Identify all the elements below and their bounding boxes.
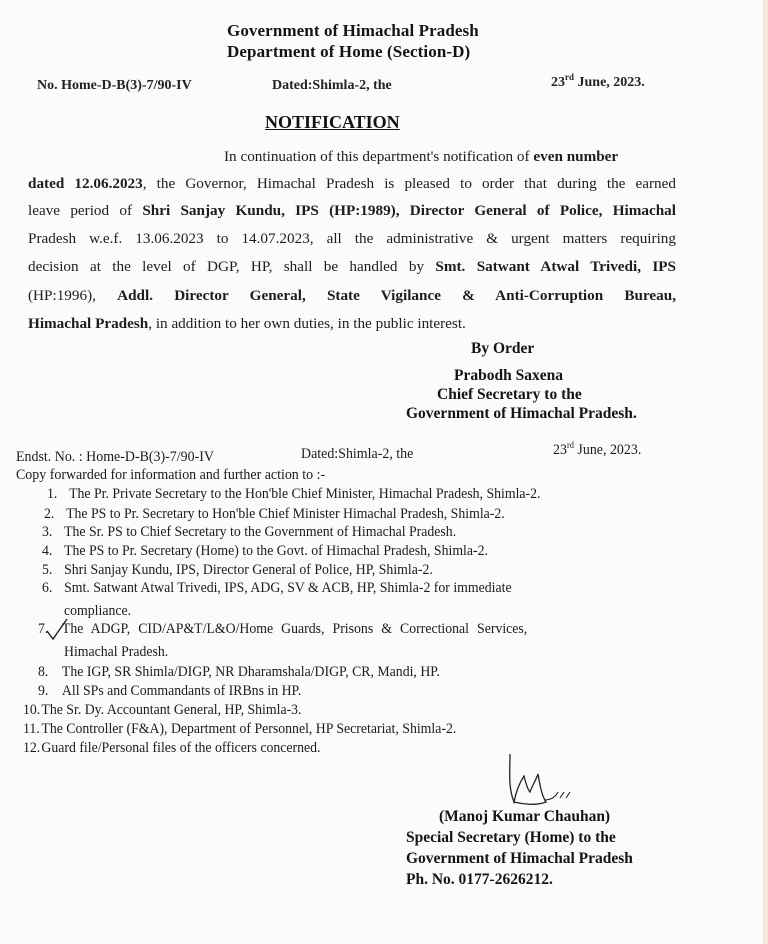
body-line-2 bbox=[28, 170, 676, 198]
endorsement-dated-label: Dated:Shimla-2, the bbox=[301, 446, 414, 462]
item-number: 10. bbox=[23, 702, 41, 718]
item-text: The IGP, SR Shimla/DIGP, NR Dharamshala/DIGP, CR, Mandi, HP. bbox=[61, 664, 440, 680]
body-line-1 bbox=[224, 143, 674, 171]
item-text: The Sr. Dy. Accountant General, HP, Shimla-3. bbox=[41, 702, 302, 718]
body-bold: dated 12.06.2023 bbox=[28, 175, 143, 192]
body-text: , in addition to her own duties, in the public interest. bbox=[148, 315, 466, 332]
endorsement-signatory-name: (Manoj Kumar Chauhan) bbox=[439, 808, 611, 825]
reference-date bbox=[551, 72, 645, 91]
list-item bbox=[47, 486, 540, 503]
notification-title: NOTIFICATION bbox=[265, 112, 400, 132]
checkmark-icon bbox=[45, 617, 69, 641]
item-number: 2. bbox=[44, 506, 55, 522]
order-signatory-name: Prabodh Saxena bbox=[454, 367, 563, 384]
item-text: All SPs and Commandants of IRBns in HP. bbox=[61, 683, 302, 699]
date-suffix: rd bbox=[565, 72, 574, 82]
header-government: Government of Himachal Pradesh bbox=[227, 21, 479, 40]
item-text: Shri Sanjay Kundu, IPS, Director General of Police, HP, Shimla-2. bbox=[64, 562, 433, 578]
body-text: , the Governor, Himachal Pradesh is pleased to order that during the earned bbox=[142, 175, 676, 192]
list-item bbox=[23, 740, 320, 757]
endorsement-signatory-designation-1: Special Secretary (Home) to the bbox=[406, 829, 616, 846]
item-number: 8. bbox=[38, 664, 49, 680]
body-text: In continuation of this department's notification of bbox=[224, 148, 534, 165]
list-item-continuation: Himachal Pradesh. bbox=[64, 644, 169, 660]
order-signatory-designation-2: Government of Himachal Pradesh. bbox=[406, 405, 637, 422]
item-number: 3. bbox=[42, 524, 53, 540]
body-bold: Himachal Pradesh bbox=[28, 315, 149, 332]
body-line-6 bbox=[28, 282, 676, 310]
date-suffix: rd bbox=[566, 440, 574, 450]
item-text: The Controller (F&A), Department of Personnel, HP Secretariat, Shimla-2. bbox=[41, 721, 457, 737]
body-bold: Smt. Satwant Atwal Trivedi, IPS bbox=[435, 258, 676, 275]
body-text: leave period of bbox=[28, 202, 143, 219]
item-text: Smt. Satwant Atwal Trivedi, IPS, ADG, SV & ACB, HP, Shimla-2 for immediate bbox=[64, 580, 512, 596]
endorsement-number: Endst. No. : Home-D-B(3)-7/90-IV bbox=[16, 449, 214, 465]
date-rest: June, 2023. bbox=[577, 442, 642, 458]
date-day: 23 bbox=[551, 75, 565, 90]
body-line-4 bbox=[28, 225, 676, 253]
list-item bbox=[38, 621, 527, 638]
body-line-7 bbox=[28, 310, 466, 338]
by-order: By Order bbox=[471, 340, 535, 357]
list-item bbox=[38, 664, 440, 681]
item-text: The Sr. PS to Chief Secretary to the Government of Himachal Pradesh. bbox=[64, 524, 457, 540]
handwritten-signature-icon bbox=[500, 752, 590, 812]
date-day: 23 bbox=[553, 442, 567, 458]
item-number: 4. bbox=[42, 543, 53, 559]
body-line-3 bbox=[28, 197, 676, 225]
list-item bbox=[42, 524, 456, 541]
body-bold: even number bbox=[533, 148, 619, 165]
list-item bbox=[23, 702, 302, 719]
item-number: 7. bbox=[38, 621, 49, 637]
order-signatory-designation-1: Chief Secretary to the bbox=[437, 386, 582, 403]
list-item bbox=[44, 506, 505, 523]
list-item bbox=[42, 562, 433, 579]
body-text: (HP:1996), bbox=[28, 287, 118, 304]
item-text: The Pr. Private Secretary to the Hon'ble Chief Minister, Himachal Pradesh, Shimla-2. bbox=[69, 486, 541, 502]
endorsement-signatory-phone: Ph. No. 0177-2626212. bbox=[406, 871, 553, 888]
item-number: 11. bbox=[23, 721, 40, 737]
item-text: The ADGP, CID/AP&T/L&O/Home Guards, Prisons & Correctional Services, bbox=[61, 621, 528, 637]
header-department: Department of Home (Section-D) bbox=[227, 42, 471, 61]
body-bold: Shri Sanjay Kundu, IPS (HP:1989), Director General of Police, Himachal bbox=[142, 202, 676, 219]
item-text: Guard file/Personal files of the officers concerned. bbox=[41, 740, 321, 756]
item-text: The PS to Pr. Secretary to Hon'ble Chief Minister Himachal Pradesh, Shimla-2. bbox=[66, 506, 505, 522]
body-bold: Addl. Director General, State Vigilance & Anti-Corruption Bureau, bbox=[117, 287, 676, 304]
date-rest: June, 2023. bbox=[577, 75, 645, 90]
endorsement-intro: Copy forwarded for information and further action to :- bbox=[16, 467, 326, 483]
list-item bbox=[42, 580, 512, 597]
body-text: decision at the level of DGP, HP, shall be handled by bbox=[28, 258, 436, 275]
endorsement-date bbox=[553, 440, 641, 459]
list-item bbox=[23, 721, 456, 738]
item-number: 1. bbox=[47, 486, 58, 502]
item-text: The PS to Pr. Secretary (Home) to the Govt. of Himachal Pradesh, Shimla-2. bbox=[64, 543, 488, 559]
list-item bbox=[38, 683, 301, 700]
reference-dated-label: Dated:Shimla-2, the bbox=[272, 78, 392, 93]
reference-number: No. Home-D-B(3)-7/90-IV bbox=[37, 78, 192, 93]
list-item-continuation: compliance. bbox=[64, 603, 132, 619]
paper-edge-strip bbox=[763, 0, 768, 944]
list-item bbox=[42, 543, 488, 560]
item-number: 5. bbox=[42, 562, 53, 578]
item-number: 12. bbox=[23, 740, 41, 756]
body-line-5 bbox=[28, 253, 676, 281]
body-text: Pradesh w.e.f. 13.06.2023 to 14.07.2023, all the administrative & urgent matters requiring bbox=[28, 230, 676, 247]
endorsement-signatory-designation-2: Government of Himachal Pradesh bbox=[406, 850, 633, 867]
item-number: 9. bbox=[38, 683, 49, 699]
item-number: 6. bbox=[42, 580, 53, 596]
